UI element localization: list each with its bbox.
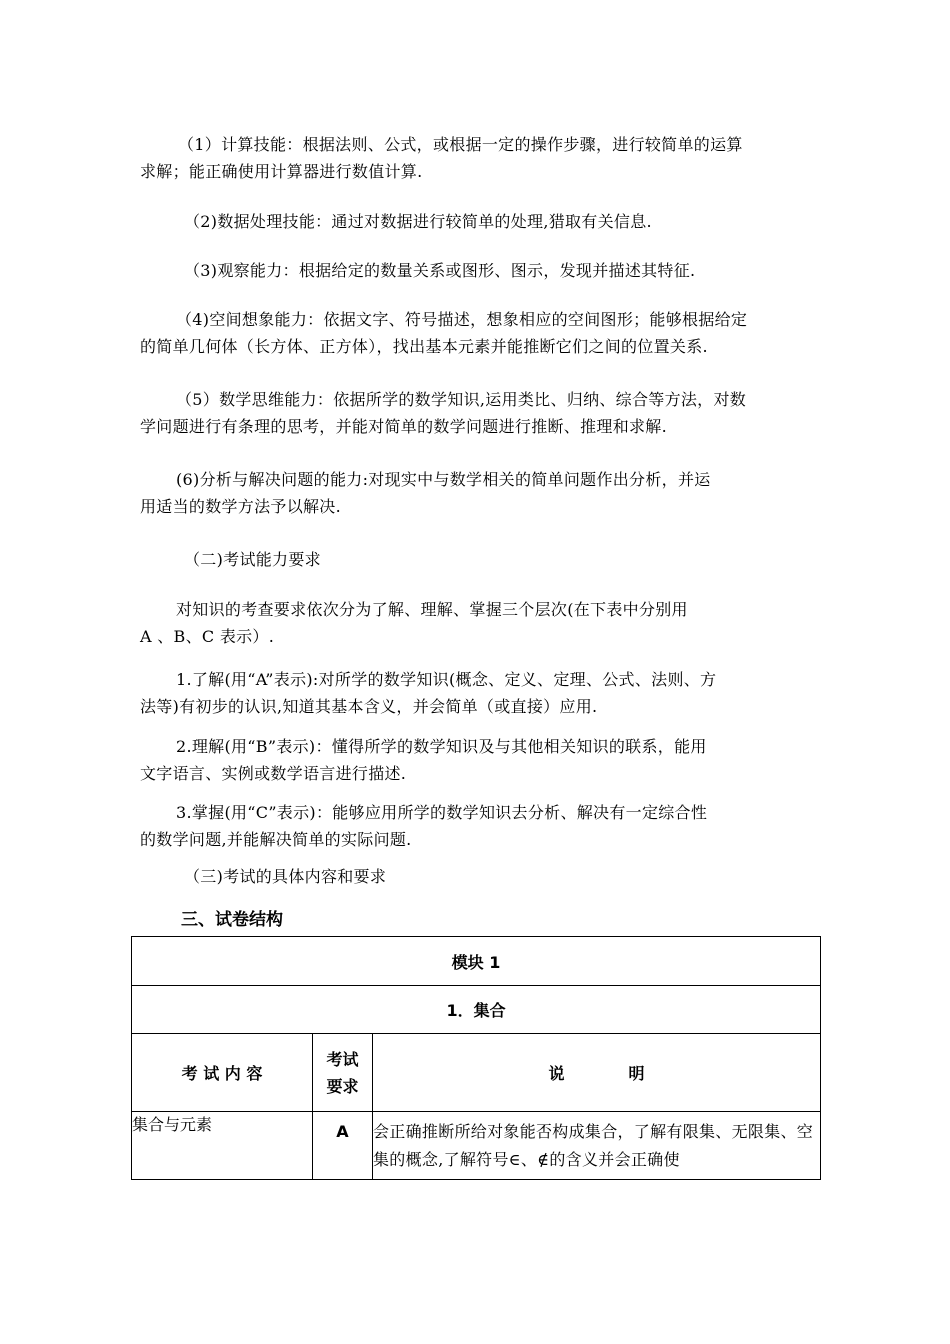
header-description: 说 明	[373, 1034, 821, 1112]
paragraph-data-processing: （2)数据处理技能：通过对数据进行较简单的处理,猎取有关信息.	[184, 212, 652, 231]
table-row	[132, 1112, 821, 1180]
header-requirement: 考试 要求	[313, 1034, 373, 1112]
section-heading: 三、试卷结构	[181, 910, 283, 930]
topic-title: 1．集合	[132, 986, 821, 1034]
paragraph-observation: （3)观察能力：根据给定的数量关系或图形、图示，发现并描述其特征.	[184, 261, 696, 280]
paragraph-level-understand: 1.了解(用“A”表示):对所学的数学知识(概念、定义、定理、公式、法则、方 法等)有初步的认识,知道其基本含义，并会简单（或直接）应用.	[140, 670, 717, 716]
table-header-row	[132, 1034, 821, 1112]
module-title: 模块 1	[132, 937, 821, 986]
topic-row	[132, 986, 821, 1034]
row-requirement: A	[313, 1112, 373, 1180]
paragraph-specific-content: （三)考试的具体内容和要求	[184, 867, 387, 886]
paragraph-level-master: 3.掌握(用“C”表示)：能够应用所学的数学知识去分析、解决有一定综合性 的数学问题,并能解决简单的实际问题.	[140, 803, 708, 849]
row-description: 会正确推断所给对象能否构成集合，了解有限集、无限集、空集的概念,了解符号∈、∉的含义并会正确使	[373, 1112, 821, 1180]
paragraph-knowledge-levels: 对知识的考查要求依次分为了解、理解、掌握三个层次(在下表中分别用 A 、B、C 表示）.	[140, 600, 688, 646]
paragraph-problem-solving: (6)分析与解决问题的能力:对现实中与数学相关的简单问题作出分析，并运 用适当的数学方法予以解决.	[140, 470, 711, 516]
paragraph-spatial-imagination: （4)空间想象能力：依据文字、符号描述，想象相应的空间图形；能够根据给定 的简单几何体（长方体、正方体），找出基本元素并能推断它们之间的位置关系.	[140, 310, 748, 356]
row-content: 集合与元素	[132, 1112, 313, 1180]
paragraph-level-comprehend: 2.理解(用“B”表示)：懂得所学的数学知识及与其他相关知识的联系，能用 文字语言、实例或数学语言进行描述.	[140, 737, 707, 783]
paragraph-computation-skill: （1）计算技能：根据法则、公式，或根据一定的操作步骤，进行较简单的运算 求解；能正确使用计算器进行数值计算.	[140, 135, 743, 181]
paragraph-exam-ability-requirements: （二)考试能力要求	[184, 550, 321, 569]
module-row	[132, 937, 821, 986]
header-content: 考 试 内 容	[132, 1034, 313, 1112]
content-table	[131, 936, 821, 1180]
paragraph-math-thinking: （5）数学思维能力：依据所学的数学知识,运用类比、归纳、综合等方法，对数 学问题进行有条理的思考，并能对简单的数学问题进行推断、推理和求解.	[140, 390, 747, 436]
